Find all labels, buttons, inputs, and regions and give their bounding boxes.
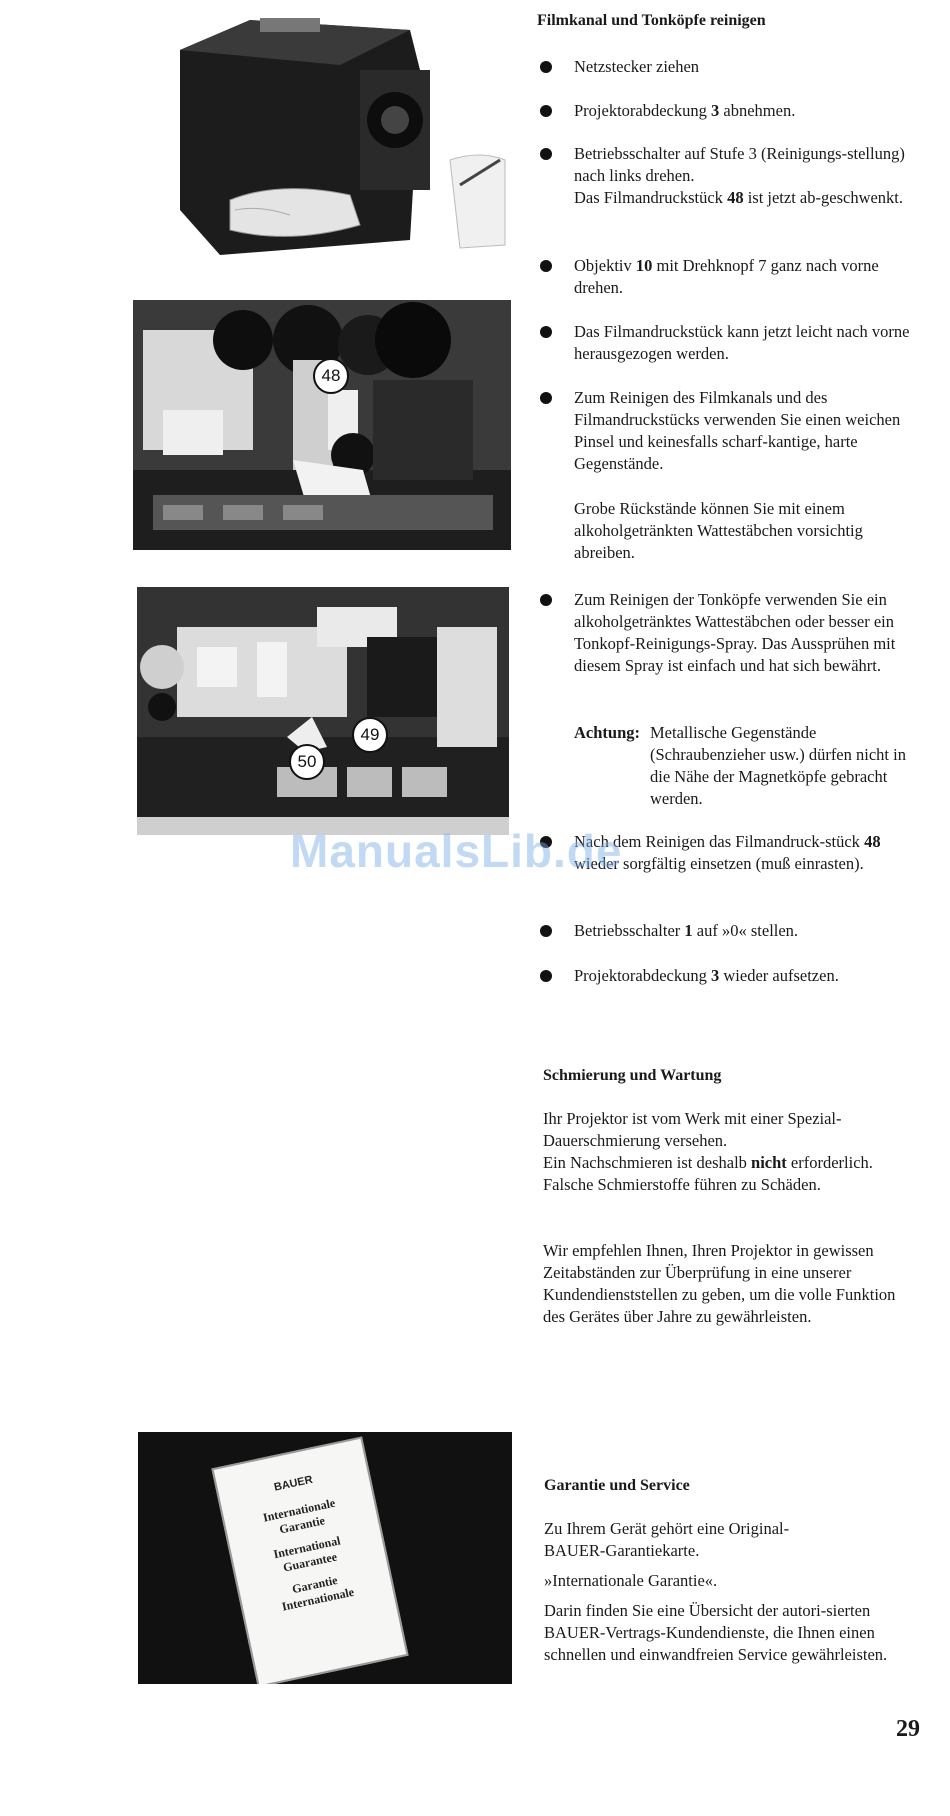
bullet-text: mit Drehknopf 7 ganz nach vorne drehen.	[574, 256, 879, 297]
warning-label: Achtung:	[574, 723, 641, 742]
callout-48: 48	[313, 358, 349, 394]
photo-projector-hand	[160, 10, 510, 265]
bullet-1	[540, 56, 920, 78]
bullet-2	[540, 100, 920, 122]
bullet-dot	[540, 326, 552, 338]
bullet-text: wieder sorgfältig einsetzen (muß einrasten).	[574, 854, 864, 873]
text: Ihr Projektor ist vom Werk mit einer Spezial-Dauerschmierung versehen. Ein Nachschmieren ist deshalb	[543, 1109, 842, 1172]
bullet-text: abnehmen.	[719, 101, 796, 120]
ref-number: 48	[864, 832, 881, 851]
ref-number: 3	[711, 101, 720, 120]
booklet-line-3: Garantie Internationale	[280, 1572, 356, 1614]
bullet-sound-heads	[540, 589, 920, 677]
guarantee-booklet	[211, 1436, 408, 1684]
watermark: ManualsLib.de	[290, 825, 623, 877]
heading-guarantee: Garantie und Service	[544, 1477, 690, 1494]
guarantee-paragraph-1: Zu Ihrem Gerät gehört eine Original-BAUER-Garantiekarte.	[544, 1519, 790, 1560]
bullet-text: ist jetzt ab-geschwenkt.	[743, 188, 904, 207]
text: erforderlich. Falsche Schmierstoffe führen zu Schäden.	[543, 1153, 873, 1194]
booklet-brand: BAUER	[272, 1473, 314, 1494]
ref-number: 3	[711, 966, 720, 985]
bullet-text: Projektorabdeckung	[574, 101, 712, 120]
bullet-text: Nach dem Reinigen das Filmandruck-stück	[574, 832, 865, 851]
emphasis: nicht	[751, 1153, 787, 1172]
booklet-line-2: International Guarantee	[272, 1533, 342, 1575]
bullet-text: Netzstecker ziehen	[574, 57, 700, 76]
ref-number: 48	[727, 188, 744, 207]
bullet-6	[540, 387, 920, 475]
bullet-text: Objektiv	[574, 256, 636, 275]
bullet-text: Zum Reinigen des Filmkanals und des Filmandruckstücks verwenden Sie einen weichen Pinsel und keinesfalls scharf-kantige, harte Gegenstände.	[574, 388, 901, 473]
bullet-dot	[540, 148, 552, 160]
bullet-text: auf »0« stellen.	[692, 921, 799, 940]
bullet-3	[540, 143, 920, 209]
bullet-5	[540, 321, 920, 365]
heading-film-channel: Filmkanal und Tonköpfe reinigen	[537, 12, 766, 29]
bullet-dot	[540, 392, 552, 404]
lubrication-paragraph-2: Wir empfehlen Ihnen, Ihren Projektor in gewissen Zeitabständen zur Überprüfung in eine unserer Kundendienststellen zu geben, um die volle Funktion des Gerätes über Jahre zu gewährleisten.	[543, 1241, 896, 1326]
bullet-cover-back	[540, 965, 920, 987]
warning-text: Metallische Gegenstände (Schraubenzieher usw.) dürfen nicht in die Nähe der Magnetköpfe gebracht werden.	[650, 723, 906, 808]
page-number: 29	[896, 1716, 920, 1742]
callout-50: 50	[289, 744, 325, 780]
booklet-line-1: Internationale Garantie	[261, 1495, 337, 1537]
bullet-dot	[540, 260, 552, 272]
ref-number: 1	[684, 921, 693, 940]
guarantee-paragraph-3: Darin finden Sie eine Übersicht der autori-sierten BAUER-Vertrags-Kundendienste, die Ihnen einen schnellen und einwandfreien Service gewährleisten.	[544, 1601, 888, 1664]
lubrication-paragraph-1	[543, 1108, 915, 1196]
bullet-dot	[540, 105, 552, 117]
bullet-dot	[540, 970, 552, 982]
bullet-4	[540, 255, 920, 299]
bullet-dot	[540, 594, 552, 606]
bullet-switch-off	[540, 920, 920, 942]
bullet-text: Das Filmandruckstück kann jetzt leicht nach vorne herausgezogen werden.	[574, 322, 910, 363]
photo-film-channel	[133, 300, 511, 550]
heading-lubrication: Schmierung und Wartung	[543, 1067, 722, 1084]
bullet-text: wieder aufsetzen.	[719, 966, 839, 985]
photo-sound-heads	[137, 587, 509, 835]
bullet-dot	[540, 925, 552, 937]
guarantee-paragraph-2: »Internationale Garantie«.	[544, 1571, 718, 1590]
photo-guarantee-booklet	[138, 1432, 512, 1684]
callout-49: 49	[352, 717, 388, 753]
bullet-text: Zum Reinigen der Tonköpfe verwenden Sie ein alkoholgetränktes Wattestäbchen oder besser ein Tonkopf-Reinigungs-Spray. Das Aussprühen mit diesem Spray ist einfach und hat sich bewährt.	[574, 590, 896, 675]
ref-number: 10	[635, 256, 653, 275]
residue-note: Grobe Rückstände können Sie mit einem alkoholgetränkten Wattestäbchen vorsichtig abreiben.	[574, 499, 863, 562]
bullet-text: Projektorabdeckung	[574, 966, 712, 985]
bullet-text: Betriebsschalter auf Stufe 3 (Reinigungs-stellung) nach links drehen. Das Filmandruckstück	[574, 144, 905, 207]
bullet-text: Betriebsschalter	[574, 921, 685, 940]
warning-block	[574, 722, 934, 810]
bullet-dot	[540, 61, 552, 73]
